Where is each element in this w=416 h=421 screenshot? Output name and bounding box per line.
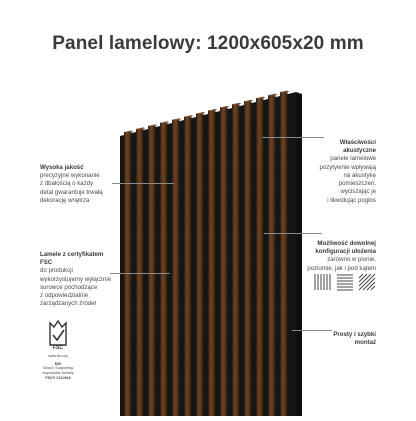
feature-mount bbox=[300, 331, 376, 347]
callout-line-quality bbox=[112, 183, 174, 184]
fsc-mix: MIX bbox=[54, 361, 62, 366]
fsc-tree-checkmark-icon bbox=[36, 319, 80, 349]
page-title: Panel lamelowy: 1200x605x20 mm bbox=[52, 33, 364, 54]
wood-grain bbox=[256, 98, 263, 416]
wood-grain bbox=[172, 120, 179, 416]
wood-grain bbox=[280, 92, 287, 416]
fsc-site: www.fsc.org bbox=[48, 354, 68, 358]
wood-grain bbox=[268, 95, 275, 416]
feature-acoustic bbox=[300, 139, 376, 205]
wood-grain bbox=[220, 107, 227, 416]
wood-grain bbox=[160, 123, 167, 416]
feature-quality-body: precyzyjne wykonanie z dbałością o każdy detal gwarantuje trwałą dekorację wnętrza bbox=[40, 172, 103, 204]
fsc-code: FSC® C114918 bbox=[45, 375, 71, 380]
fsc-mix-desc: Wood | Supporting responsible forestry bbox=[42, 366, 74, 376]
feature-mount-heading: Prosty i szybki montaż bbox=[333, 331, 376, 347]
feature-certified bbox=[40, 251, 124, 309]
fsc-logo bbox=[36, 319, 80, 380]
feature-certified-body: do produkcji wykorzystujemy wyłącznie surowce pochodzące z odpowiedzialnie zarządzanych źródeł bbox=[40, 267, 112, 308]
feature-acoustic-body: panele lamelowe pozytywnie wpływają na akustykę pomieszczeń, wyciszając je i likwidując pogłos bbox=[319, 155, 376, 204]
diagonal-pattern-icon bbox=[359, 274, 375, 290]
callout-line-acoustic bbox=[262, 137, 324, 138]
wood-grain bbox=[184, 117, 191, 416]
wood-grain bbox=[244, 101, 251, 416]
fsc-brand: FSC bbox=[53, 345, 63, 349]
vertical-pattern-icon bbox=[315, 274, 330, 290]
wood-grain bbox=[208, 110, 215, 416]
arrangement-patterns bbox=[313, 273, 377, 291]
slat-panel-image bbox=[110, 80, 310, 416]
wood-grain bbox=[196, 114, 203, 416]
feature-certified-heading: Lamele z certyfikatem FSC bbox=[40, 251, 104, 267]
feature-acoustic-heading: Właściwości akustyczne bbox=[339, 139, 376, 155]
wood-grain bbox=[232, 104, 239, 416]
feature-quality bbox=[40, 164, 120, 205]
wood-grain bbox=[148, 126, 155, 416]
feature-config-body: zarówno w pionie, poziomie, jak i pod kątem bbox=[307, 256, 376, 272]
horizontal-pattern-icon bbox=[337, 275, 353, 290]
feature-quality-heading: Wysoka jakość bbox=[40, 164, 84, 171]
callout-line-config bbox=[264, 233, 322, 234]
feature-config-heading: Możliwość dowolnej konfiguracji ułożenia bbox=[315, 240, 376, 256]
feature-config bbox=[290, 240, 376, 273]
wood-grain bbox=[124, 132, 131, 416]
